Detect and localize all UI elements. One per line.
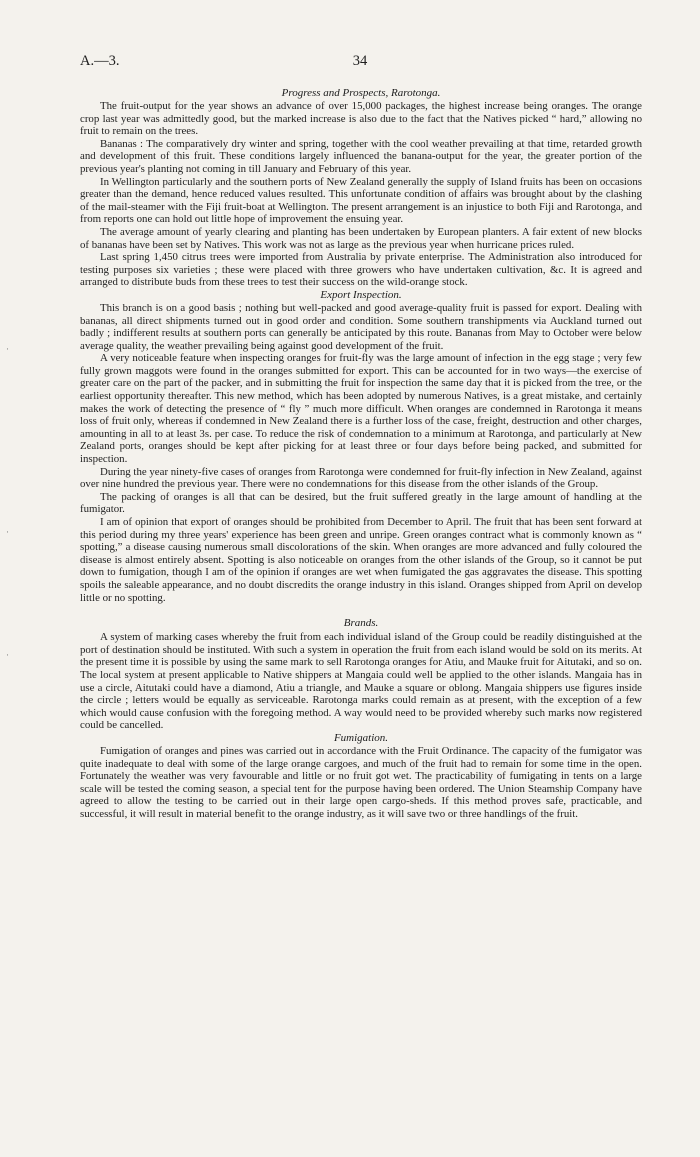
paragraph: Fumigation of oranges and pines was carried out in accordance with the Fruit Ordinance. The capacity of the fumigator was quite inadequate to deal with some of the large orange cargoes, and much of the fruit had to remain for some time in the open. Fortunately the weather was very favourable and little or no fruit got wet. The practicability of fumigating in tents on a large scale will be tested the coming season, a special tent for the purpose having been ordered. The Union Steamship Company have agreed to allow the testing to be carried out in their large open cargo-sheds. If this method proves safe, practicable, and successful, it will result in material benefit to the orange industry, as it will save two or three handlings of the fruit. — [80, 744, 642, 820]
margin-speck: · — [6, 650, 9, 660]
margin-speck: · — [6, 344, 9, 354]
paragraph: The fruit-output for the year shows an advance of over 15,000 packages, the highest increase being oranges. The orange crop last year was admittedly good, but the marked increase is also due to the fact that the Natives picked “ hard,” allowing no fruit to remain on the trees. — [80, 100, 642, 138]
page-number: 34 — [352, 53, 368, 69]
paragraph: A very noticeable feature when inspecting oranges for fruit-fly was the large amount of infection in the egg stage ; very few fully grown maggots were found in the oranges submitted for export. This can be accounted for in two ways—the exercise of greater care on the part of the packer, and in submitting the fruit for inspection the same day that it is picked from the tree, or the earliest opportunity thereafter. This new method, which has been adopted by numerous Natives, is a great mistake, and certainly makes the work of detecting the presence of “ fly ” much more difficult. When oranges are condemned in Rarotonga it means loss of fruit only, whereas if condemned in New Zealand there is a further loss of the case, freight, destruction and other charges, amounting in all to at least 3s. per case. To reduce the risk of condemnation to a minimum at Rarotonga, and particularly at New Zealand ports, oranges should be kept after picking for at least three or four days before being packed, and submitted for inspection. — [80, 352, 642, 466]
section-heading-export-inspection: Export Inspection. — [320, 288, 402, 301]
page-header — [80, 53, 640, 69]
paragraph: I am of opinion that export of oranges should be prohibited from December to April. The fruit that has been sent forward at this period during my three years' experience has been green and unripe. Green oranges contract what is commonly known as “ spotting,” a disease causing numerous small discolorations of the skin. When oranges are more advanced and fully coloured the disease is almost entirely absent. Spotting is also noticeable on oranges from the other islands of the Group, so it cannot be put down to fumigation, though I am of the opinion if oranges are wet when fumigated the gas aggravates the disease. This spotting spoils the saleable appearance, and no doubt discredits the orange industry in this island. Oranges shipped from April on develop little or no spotting. — [80, 516, 642, 604]
paragraph: The average amount of yearly clearing and planting has been undertaken by European planters. A fair extent of new blocks of bananas have been set by Natives. This work was not as large as the previous year when hurricane prices ruled. — [80, 225, 642, 251]
report-reference: A.—3. — [80, 53, 120, 69]
section-heading-progress: Progress and Prospects, Rarotonga. — [281, 87, 441, 99]
paragraph: A system of marking cases whereby the fruit from each individual island of the Group could be readily distinguished at the port of destination should be instituted. With such a system in operation the fruit from each island would be sold on its merits. At the present time it is possible by using the same mark to sell Rarotonga oranges for Atiu, and Mauke fruit for Aitutaki, and so on. The local system at present applicable to Native shippers at Mangaia could well be applied to the other islands. Mangaia has in use a circle, Aitutaki could have a diamond, Atiu a triangle, and Mauke a square or oblong. Mangaia shippers use figures inside the circle ; letters would be equally as serviceable. Rarotonga marks could remain as at present, with the exception of a few which would cause confusion with the foregoing method. A way would need to be provided whereby such marks now registered could be cancelled. — [80, 631, 642, 732]
page-body — [80, 87, 642, 820]
paragraph: This branch is on a good basis ; nothing but well-packed and good average-quality fruit is passed for export. Dealing with bananas, all direct shipments turned out in good order and condition. Some southern transhipments via Auckland turned out badly ; indifferent results at southern ports can generally be anticipated by this route. Bananas from May to October were below average quality, the weather prevailing being against good development of the fruit. — [80, 301, 642, 352]
margin-speck: · — [6, 527, 9, 537]
paragraph: In Wellington particularly and the southern ports of New Zealand generally the supply of Island fruits has been on occasions greater than the demand, hence reduced values resulted. This unfortunate condition of affairs was brought about by the clashing of the mail-steamer with the Fiji fruit-boat at Wellington. The present arrangement is an injustice to both Fiji and Rarotonga, and from reports one can hold out little hope of improvement the ensuing year. — [80, 175, 642, 226]
paragraph: Bananas : The comparatively dry winter and spring, together with the cool weather prevailing at that time, retarded growth and development of this fruit. These conditions largely influenced the banana-output for the year, the greater portion of the previous year's planting not coming in till January and February of this year. — [80, 137, 642, 175]
paragraph: Last spring 1,450 citrus trees were imported from Australia by private enterprise. The Administration also introduced for testing purposes six varieties ; these were placed with three growers who have undertaken cultivation, &c. It is agreed and arranged to distribute buds from these trees to test their success on the wild-orange stock. — [80, 251, 642, 289]
section-heading-fumigation: Fumigation. — [333, 731, 389, 744]
paragraph: The packing of oranges is all that can be desired, but the fruit suffered greatly in the large amount of handling at the fumigator. — [80, 490, 642, 516]
paragraph: During the year ninety-five cases of oranges from Rarotonga were condemned for fruit-fly infection in New Zealand, against over nine hundred the previous year. There were no condemnations for this disease from the other islands of the Group. — [80, 465, 642, 491]
section-heading-brands: Brands. — [343, 617, 379, 630]
